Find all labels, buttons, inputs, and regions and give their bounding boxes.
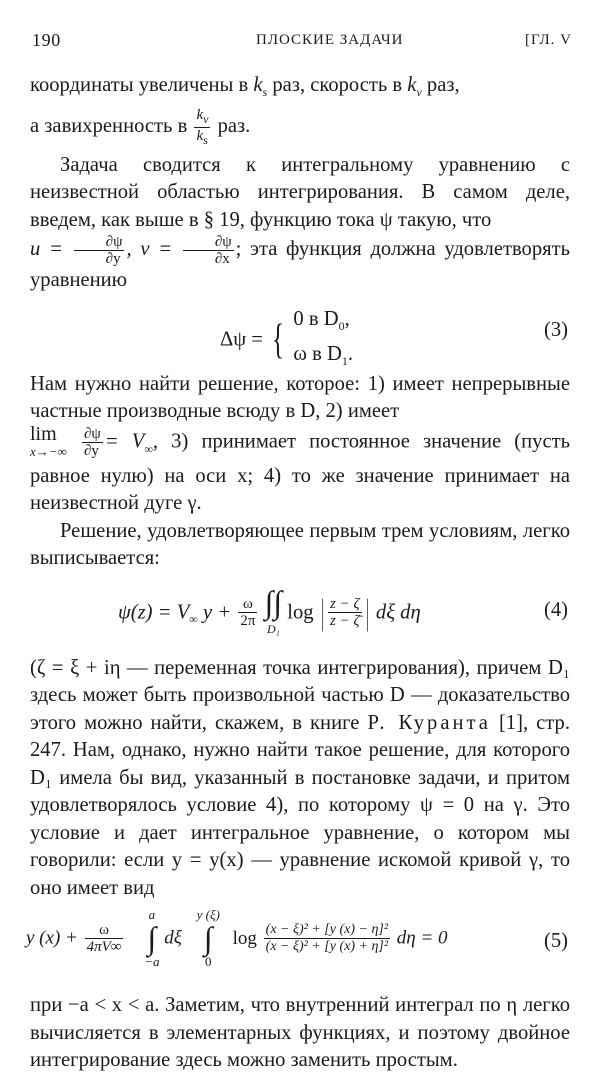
frac-numerator: ∂ψ [214, 234, 232, 251]
log-operator: log [287, 601, 314, 624]
paragraph-solution-intro [30, 518, 570, 573]
symbol-k: k [253, 74, 263, 96]
equation-3 [30, 301, 570, 368]
paragraph-conclusion [30, 992, 570, 1075]
text-run: раз, [421, 74, 460, 96]
paragraph-problem [30, 152, 570, 295]
symbol-k: k [407, 74, 417, 96]
text-run: раз. [212, 114, 251, 137]
frac-denominator: k [196, 127, 204, 144]
text-run: [1], стр. 247. Нам, однако, нужно найти такое решение, для которого D₁ имела бы вид, указанный в постановке задачи, и притом удовлетворялось условие 4), по которому ψ = 0 на γ. Это условие и дает интегральное уравнение, о котором мы говорили: если y = y(x) — уравнение искомой кривой γ, то оно имеет вид [30, 711, 571, 899]
fraction-omega-4piv: $\frac{\omega}{4\pi V\infty}$ [86, 921, 122, 955]
chapter-label: [ГЛ. V [524, 32, 572, 48]
d-eta-zero: dη = 0 [396, 927, 448, 949]
equation-4: $\psi(z) = V_\infty$ y + $\frac{\omega}{2\pi}$ ∫∫ D₁ log | $\frac{z - \zeta}{z - \zetā}$ | dξ dη (4) [30, 579, 570, 649]
frac-numerator: k [196, 106, 204, 123]
fraction-z-zeta: $\frac{z - \zeta}{z - \zetā}$ [329, 596, 360, 630]
page-body [26, 72, 571, 1075]
frac-numerator: ∂ψ [105, 234, 123, 251]
frac-denominator: ∂y [74, 250, 125, 267]
text-run: , 3) принимает постоянное значение (пусть равное нулю) на оси x; 4) то же значение принимает на неизвестной дуге γ. [30, 430, 571, 515]
eq3-case-2: ω в $D_1$. [293, 342, 353, 368]
fraction-dpsi-dx [183, 234, 234, 267]
integral-outer: a ∫ −a [144, 907, 160, 970]
eq5-lhs: y (x) + [26, 927, 78, 949]
text-run: (ζ = ξ + iη — переменная точка интегрирования), причем D₁ здесь может быть произвольной частью D — доказательство этого можно найти, скажем, в книге [30, 656, 570, 734]
fraction-omega-2pi: $\frac{\omega}{2\pi}$ [240, 596, 256, 630]
page-number: 190 [32, 30, 61, 50]
equation-number: (3) [543, 318, 568, 341]
paragraph-conditions [30, 371, 570, 518]
subscript: s [262, 85, 268, 100]
v-equals: , v = [126, 238, 173, 261]
equation-number: (5) [543, 930, 568, 953]
equation-5 [26, 904, 570, 986]
subscript: ∞ [144, 441, 153, 456]
integral-inner: y (ξ) ∫ 0 [196, 907, 220, 970]
eq3-lhs: Δψ = [220, 327, 263, 350]
v-infinity: = V [104, 430, 145, 453]
fraction-dpsi-dy [74, 234, 125, 267]
text-run: при −a < x < a. Заметим, что внутренний интеграл по η легко вычисляется в элементарных функциях, и поэтому двойное интегрирование здесь можно заменить простым. [30, 994, 570, 1072]
d-xi: dξ [164, 927, 182, 949]
equation-number: (4) [543, 598, 568, 621]
running-header [26, 30, 574, 54]
frac-denominator: ∂x [183, 250, 234, 267]
paragraph-scaling [30, 72, 570, 148]
u-equals: u = [30, 238, 63, 261]
left-brace: { [272, 316, 285, 363]
subscript: v [203, 111, 209, 126]
differentials: dξ dη [375, 601, 421, 624]
log-operator: log [232, 927, 257, 949]
fraction-dpsi-dy-2: $\frac{\partial\psi}{\partial y}$ [83, 426, 101, 460]
eq4-lhs: ψ(z) = V [118, 601, 190, 624]
subscript: s [203, 132, 208, 147]
text-run: а завихренность в [30, 114, 193, 137]
text-run: ; эта функция должна удовлетворять уравнению [30, 238, 571, 292]
limit-operator: lim x→−∞ [30, 422, 67, 459]
text-run: Задача сводится к интегральному уравнению с неизвестной областью интегрирования. В самом деле, введем, как выше в § 19, функцию тока ψ такую, что [30, 153, 570, 231]
text-run: раз, скорость в [267, 74, 408, 96]
text-run: Решение, удовлетворяющее первым трем условиям, легко выписывается: [30, 519, 570, 570]
text-run: Нам нужно найти решение, которое: 1) имеет непрерывные частные производные всюду в D, 2) имеет [30, 372, 570, 423]
subscript: v [416, 85, 422, 100]
author-name: Р. Куранта [367, 711, 491, 734]
paragraph-integral-eq [30, 655, 570, 903]
text-run: координаты увеличены в [30, 74, 254, 96]
double-integral: ∫∫ D₁ [264, 583, 283, 636]
running-title: ПЛОСКИЕ ЗАДАЧИ [256, 32, 404, 48]
fraction-kv-ks [194, 107, 210, 148]
eq3-case-1: 0 в $D_0$, [293, 307, 350, 333]
fraction-log-argument: $\frac{\text{(x − ξ)² + [y (x) − η]²}}{\text{(x − ξ)² + [y (x) + η]²}}$ [265, 921, 389, 954]
